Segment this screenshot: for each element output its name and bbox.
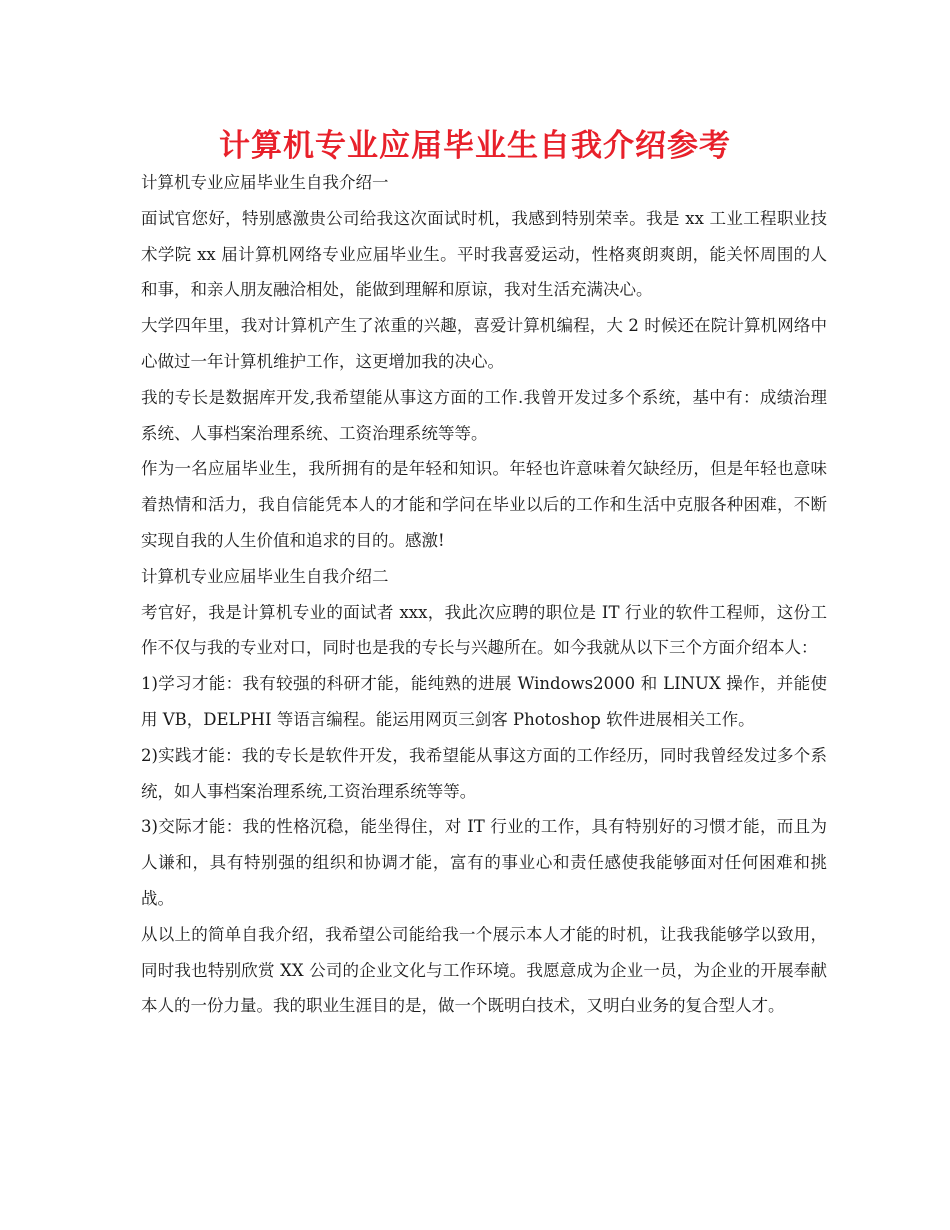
paragraph: 考官好，我是计算机专业的面试者 xxx，我此次应聘的职位是 IT 行业的软件工程师，这份工作不仅与我的专业对口，同时也是我的专长与兴趣所在。如今我就从以下三个方面介绍本人： xyxy=(141,602,827,658)
paragraph: 作为一名应届毕业生，我所拥有的是年轻和知识。年轻也许意味着欠缺经历，但是年轻也意味着热情和活力，我自信能凭本人的才能和学问在毕业以后的工作和生活中克服各种困难，不断实现自我的人生价值和追求的目的。感激! xyxy=(141,459,827,550)
paragraph: 从以上的简单自我介绍，我希望公司能给我一个展示本人才能的时机，让我我能够学以致用，同时我也特别欣赏 XX 公司的企业文化与工作环境。我愿意成为企业一员，为企业的开展奉献本人的一份力量。我的职业生涯目的是，做一个既明白技术，又明白业务的复合型人才。 xyxy=(141,924,827,1016)
paragraph: 我的专长是数据库开发,我希望能从事这方面的工作.我曾开发过多个系统，基中有：成绩治理系统、人事档案治理系统、工资治理系统等等。 xyxy=(141,387,827,443)
paragraph: 1)学习才能：我有较强的科研才能，能纯熟的进展 Windows2000 和 LINUX 操作，并能使用 VB，DELPHI 等语言编程。能运用网页三剑客 Photoshop 软件进展相关工作。 xyxy=(141,674,827,729)
paragraph: 2)实践才能：我的专长是软件开发，我希望能从事这方面的工作经历，同时我曾经发过多个系统，如人事档案治理系统,工资治理系统等等。 xyxy=(141,745,827,801)
paragraph: 3)交际才能：我的性格沉稳，能坐得住，对 IT 行业的工作，具有特别好的习惯才能，而且为人谦和，具有特别强的组织和协调才能，富有的事业心和责任感使我能够面对任何困难和挑战。 xyxy=(141,817,827,908)
section-heading: 计算机专业应届毕业生自我介绍一 xyxy=(141,173,389,192)
section-heading: 计算机专业应届毕业生自我介绍二 xyxy=(141,566,389,586)
paragraph: 大学四年里，我对计算机产生了浓重的兴趣，喜爱计算机编程，大 2 时候还在院计算机网络中心做过一年计算机维护工作，这更增加我的决心。 xyxy=(141,316,827,371)
document-body xyxy=(141,165,827,1024)
document-title: 计算机专业应届毕业生自我介绍参考 xyxy=(219,128,731,164)
paragraph: 面试官您好，特别感激贵公司给我这次面试时机，我感到特别荣幸。我是 xx 工业工程职业技术学院 xx 届计算机网络专业应届毕业生。平时我喜爱运动，性格爽朗爽朗，能关怀周围的人和事，和亲人朋友融洽相处，能做到理解和原谅，我对生活充满决心。 xyxy=(141,208,827,300)
